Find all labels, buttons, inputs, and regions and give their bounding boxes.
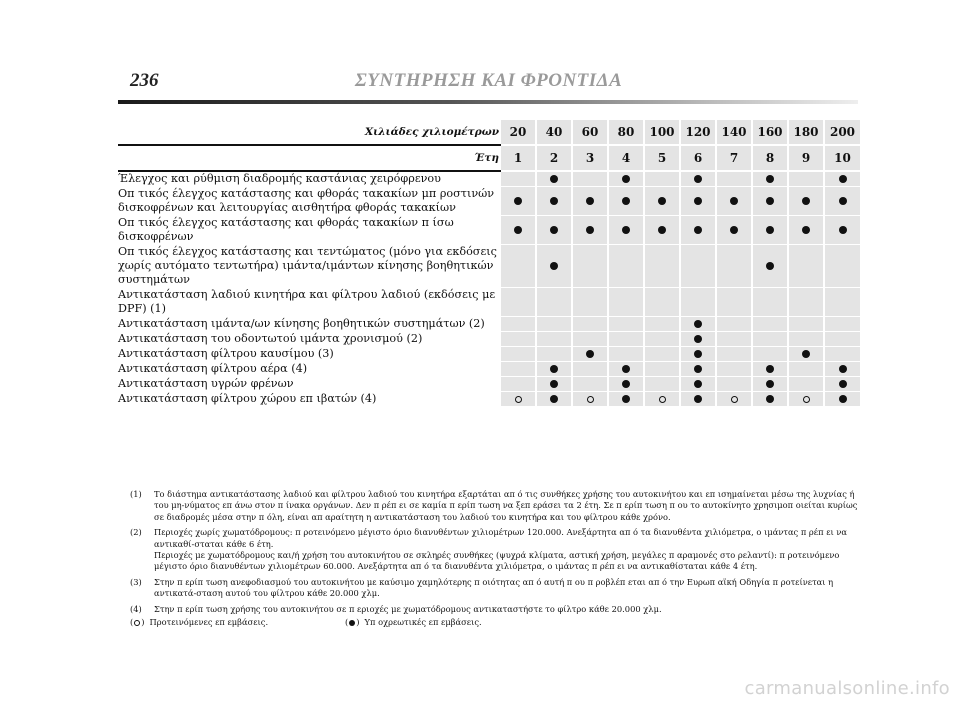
footnote-number: (4) [130,603,142,614]
required-dot-icon [694,335,702,343]
footnote-text: Το διάστημα αντικατάστασης λαδιού και φίλτρου λαδιού του κινητήρα εξαρτάται απ ό τις συνθήκες χρήσης του αυτοκινήτου και επ ισημαίνεται μέσω της λυχνίας ή του μη-νύματος επ άνω στον π ίνακα οργάνων. Δεν π ρέπ ει σε καμία π ερίπ τωση να ξεπ εράσει τα 2 έτη. Σε π ερίπ τωση π ου το αυτοκίνητο χρησιμοπ οιείται κυρίως σε διαδρομές μέσα στην π όλη, είναι απ αραίτητη η αντικατάσταση του λαδιού του κινητήρα και του φίλτρου κάθε χρόνο. [154,489,858,522]
maintenance-schedule-table [118,120,860,407]
row-label: Αντικατάσταση φίλτρου αέρα (4) [118,362,500,377]
schedule-cell [608,187,644,216]
schedule-cell [608,216,644,245]
schedule-cell [572,216,608,245]
year-header-value: 1 [500,145,536,171]
km-header-value: 20 [500,120,536,145]
schedule-cell [752,362,788,377]
year-header-value: 7 [716,145,752,171]
schedule-cell [500,171,536,187]
schedule-cell [752,317,788,332]
footnotes [130,489,860,628]
schedule-cell [608,332,644,347]
table-row [118,392,860,407]
year-header-value: 3 [572,145,608,171]
watermark: carmanualsonline.info [744,678,950,699]
row-label: Οπ τικός έλεγχος κατάστασης και φθοράς τακακίων π ίσω δισκοφρένων [118,216,500,245]
schedule-cell [644,245,680,288]
year-header-label: Έτη [118,145,500,171]
schedule-cell [788,187,824,216]
schedule-cell [644,377,680,392]
schedule-cell [716,347,752,362]
footnote-1 [130,489,860,523]
km-header-value: 60 [572,120,608,145]
required-dot-icon [622,380,630,388]
header-divider [118,100,858,104]
schedule-cell [752,288,788,317]
schedule-cell [824,216,860,245]
required-dot-icon [694,380,702,388]
required-dot-icon [514,197,522,205]
schedule-cell [752,347,788,362]
schedule-cell [824,245,860,288]
schedule-cell [536,245,572,288]
schedule-cell [500,216,536,245]
required-dot-icon [766,226,774,234]
legend [130,617,860,628]
schedule-cell [608,347,644,362]
required-dot-icon [802,226,810,234]
required-dot-icon [550,226,558,234]
schedule-cell [680,347,716,362]
km-header-value: 40 [536,120,572,145]
schedule-cell [824,377,860,392]
table-row [118,245,860,288]
row-label: Αντικατάσταση φίλτρου χώρου επ ιβατών (4) [118,392,500,407]
recommended-ring-icon [587,396,594,403]
schedule-cell [500,317,536,332]
required-dot-icon [766,380,774,388]
table-row [118,362,860,377]
recommended-ring-icon [659,396,666,403]
year-header-value: 10 [824,145,860,171]
required-dot-icon [622,197,630,205]
footnote-paragraph: Περιοχές με χωματόδρομους και/ή χρήση του αυτοκινήτου σε σκληρές συνθήκες (ψυχρά κλίματα, αστική χρήση, μεγάλες π αραμονές στο ρελαντί): π ροτεινόμενο μέγιστο όριο διανυθέντων χιλιομέτρων 60.000. Ανεξάρτητα απ ό τα διανυθέντα χιλιόμετρα, ο ιμάντας π ρέπ ει να αντικαθίσταται κάθε 4 έτη. [154,550,840,572]
schedule-cell [716,288,752,317]
table-row [118,347,860,362]
schedule-cell [824,332,860,347]
schedule-cell [644,317,680,332]
schedule-cell [752,392,788,407]
schedule-cell [536,392,572,407]
required-dot-icon [694,197,702,205]
schedule-cell [716,187,752,216]
footnote-2 [130,527,860,573]
schedule-cell [536,187,572,216]
schedule-cell [824,187,860,216]
schedule-cell [536,171,572,187]
section-title: ΣΥΝΤΗΡΗΣΗ ΚΑΙ ΦΡΟΝΤΙΔΑ [355,70,623,91]
required-dot-icon [622,365,630,373]
schedule-cell [824,392,860,407]
schedule-cell [752,377,788,392]
schedule-cell [572,171,608,187]
required-dot-icon [694,175,702,183]
schedule-cell [680,187,716,216]
schedule-cell [572,288,608,317]
schedule-cell [788,347,824,362]
row-label: Αντικατάσταση υγρών φρένων [118,377,500,392]
row-label: Αντικατάσταση φίλτρου καυσίμου (3) [118,347,500,362]
required-dot-icon [839,226,847,234]
schedule-cell [788,216,824,245]
km-header-label: Χιλιάδες χιλιομέτρων [118,120,500,145]
recommended-ring-icon: ( ) [130,617,145,628]
schedule-cell [824,171,860,187]
year-header-value: 4 [608,145,644,171]
required-dot-icon [766,262,774,270]
km-header-value: 200 [824,120,860,145]
schedule-cell [680,377,716,392]
schedule-cell [680,332,716,347]
row-label: Οπ τικός έλεγχος κατάστασης και τεντώματος (μόνο για εκδόσεις χωρίς αυτόματο τεντωτήρα) ιμάντα/ιμάντων κίνησης βοηθητικών συστημάτων [118,245,500,288]
schedule-cell [752,245,788,288]
table-row [118,216,860,245]
row-label: Έλεγχος και ρύθμιση διαδρομής καστάνιας χειρόφρενου [118,171,500,187]
schedule-cell [500,245,536,288]
schedule-cell [716,317,752,332]
page-number: 236 [130,70,159,91]
schedule-cell [788,332,824,347]
required-dot-icon [550,380,558,388]
schedule-cell [752,187,788,216]
schedule-cell [500,377,536,392]
required-dot-icon [622,226,630,234]
footnote-text: Στην π ερίπ τωση χρήσης του αυτοκινήτου σε π εριοχές με χωματόδρομους αντικαταστήστε το φίλτρο κάθε 20.000 χλμ. [154,603,662,614]
schedule-cell [680,317,716,332]
required-dot-icon [839,197,847,205]
schedule-cell [644,392,680,407]
year-header-value: 9 [788,145,824,171]
required-dot-icon [766,197,774,205]
schedule-cell [824,347,860,362]
required-dot-icon [622,175,630,183]
schedule-cell [572,332,608,347]
schedule-cell [824,317,860,332]
schedule-cell [824,362,860,377]
schedule-cell [500,392,536,407]
year-header-value: 5 [644,145,680,171]
schedule-cell [716,392,752,407]
required-dot-icon [550,365,558,373]
km-header-value: 80 [608,120,644,145]
table-row [118,332,860,347]
schedule-cell [572,392,608,407]
schedule-cell [608,317,644,332]
schedule-cell [788,392,824,407]
schedule-cell [500,347,536,362]
required-dot-icon [730,226,738,234]
footnote-text: Στην π ερίπ τωση ανεφοδιασμού του αυτοκινήτου με καύσιμο χαμηλότερης π οιότητας απ ό αυτή π ου π ροβλέπ εται απ ό την Ευρωπ αϊκή Οδηγία π ροτείνεται η αντικατά-σταση αυτού του φίλτρου κάθε 20.000 χλμ. [154,576,834,599]
schedule-cell [716,377,752,392]
schedule-cell [536,216,572,245]
required-dot-icon [694,320,702,328]
schedule-cell [644,288,680,317]
required-dot-icon [586,197,594,205]
schedule-cell [644,332,680,347]
schedule-cell [644,362,680,377]
schedule-cell [572,317,608,332]
schedule-cell [752,332,788,347]
footnote-number: (3) [130,576,142,587]
required-dot-icon [839,365,847,373]
required-dot-icon [694,365,702,373]
km-header-value: 100 [644,120,680,145]
km-header-value: 140 [716,120,752,145]
required-dot-icon [550,262,558,270]
schedule-cell [680,362,716,377]
row-label: Αντικατάσταση λαδιού κινητήρα και φίλτρου λαδιού (εκδόσεις με DPF) (1) [118,288,500,317]
schedule-cell [536,362,572,377]
schedule-cell [572,187,608,216]
schedule-cell [644,171,680,187]
required-dot-icon [839,380,847,388]
table-row [118,317,860,332]
schedule-cell [644,187,680,216]
table-row [118,288,860,317]
schedule-cell [788,362,824,377]
schedule-cell [608,392,644,407]
required-dot-icon [514,226,522,234]
year-header-value: 2 [536,145,572,171]
km-header-row [118,120,860,145]
schedule-cell [788,245,824,288]
schedule-cell [680,216,716,245]
required-dot-icon [839,175,847,183]
schedule-cell [716,362,752,377]
recommended-ring-icon [803,396,810,403]
table-row [118,171,860,187]
schedule-cell [536,332,572,347]
row-label: Αντικατάσταση του οδοντωτού ιμάντα χρονισμού (2) [118,332,500,347]
schedule-cell [608,245,644,288]
schedule-cell [788,171,824,187]
km-header-value: 160 [752,120,788,145]
required-dot-icon [766,175,774,183]
table-row [118,187,860,216]
footnote-paragraph: Περιοχές χωρίς χωματόδρομους: π ροτεινόμενο μέγιστο όριο διανυθέντων χιλιομέτρων 120.000. Ανεξάρτητα απ ό τα διανυθέντα χιλιόμετρα, ο ιμάντας π ρέπ ει να αντικαθί-σταται κάθε 6 έτη. [154,527,848,549]
required-dot-icon [766,395,774,403]
schedule-cell [716,171,752,187]
schedule-cell [536,288,572,317]
schedule-cell [680,171,716,187]
required-dot-icon [694,226,702,234]
required-dot-icon [550,175,558,183]
required-dot-icon [586,350,594,358]
schedule-cell [500,187,536,216]
schedule-cell [572,362,608,377]
schedule-cell [752,216,788,245]
required-dot-icon [658,226,666,234]
legend-optional [130,617,345,628]
required-dot-icon [730,197,738,205]
schedule-cell [680,245,716,288]
schedule-cell [788,317,824,332]
schedule-cell [500,288,536,317]
footnote-text [154,527,860,573]
recommended-ring-icon [731,396,738,403]
schedule-cell [500,362,536,377]
required-dot-icon [622,395,630,403]
required-dot-icon: ( ) [345,617,360,628]
footnote-number: (2) [130,527,142,538]
schedule-cell [788,377,824,392]
schedule-cell [572,245,608,288]
year-header-value: 8 [752,145,788,171]
schedule-cell [608,362,644,377]
year-header-value: 6 [680,145,716,171]
legend-mandatory [345,617,482,628]
required-dot-icon [550,197,558,205]
schedule-cell [500,332,536,347]
schedule-cell [752,171,788,187]
km-header-value: 180 [788,120,824,145]
schedule-cell [608,377,644,392]
footnote-3 [130,577,860,600]
year-header-row [118,145,860,171]
km-header-value: 120 [680,120,716,145]
table-row [118,377,860,392]
schedule-cell [572,347,608,362]
required-dot-icon [586,226,594,234]
required-dot-icon [839,395,847,403]
footnote-4 [130,604,860,615]
row-label: Αντικατάσταση ιμάντα/ων κίνησης βοηθητικών συστημάτων (2) [118,317,500,332]
schedule-cell [536,377,572,392]
schedule-cell [824,288,860,317]
required-dot-icon [550,395,558,403]
schedule-cell [608,288,644,317]
schedule-cell [716,216,752,245]
required-dot-icon [694,395,702,403]
legend-mandatory-label: Υπ οχρεωτικές επ εμβάσεις. [364,617,482,628]
schedule-cell [572,377,608,392]
schedule-cell [644,216,680,245]
schedule-cell [608,171,644,187]
schedule-cell [680,288,716,317]
schedule-cell [716,332,752,347]
required-dot-icon [802,350,810,358]
row-label: Οπ τικός έλεγχος κατάστασης και φθοράς τακακίων μπ ροστινών δισκοφρένων και λειτουργίας αισθητήρα φθοράς τακακίων [118,187,500,216]
required-dot-icon [802,197,810,205]
schedule-cell [788,288,824,317]
schedule-cell [716,245,752,288]
schedule-cell [644,347,680,362]
required-dot-icon [766,365,774,373]
required-dot-icon [694,350,702,358]
required-dot-icon [658,197,666,205]
legend-optional-label: Προτεινόμενες επ εμβάσεις. [149,617,269,628]
schedule-cell [536,317,572,332]
recommended-ring-icon [515,396,522,403]
schedule-cell [536,347,572,362]
schedule-cell [680,392,716,407]
footnote-number: (1) [130,489,142,499]
